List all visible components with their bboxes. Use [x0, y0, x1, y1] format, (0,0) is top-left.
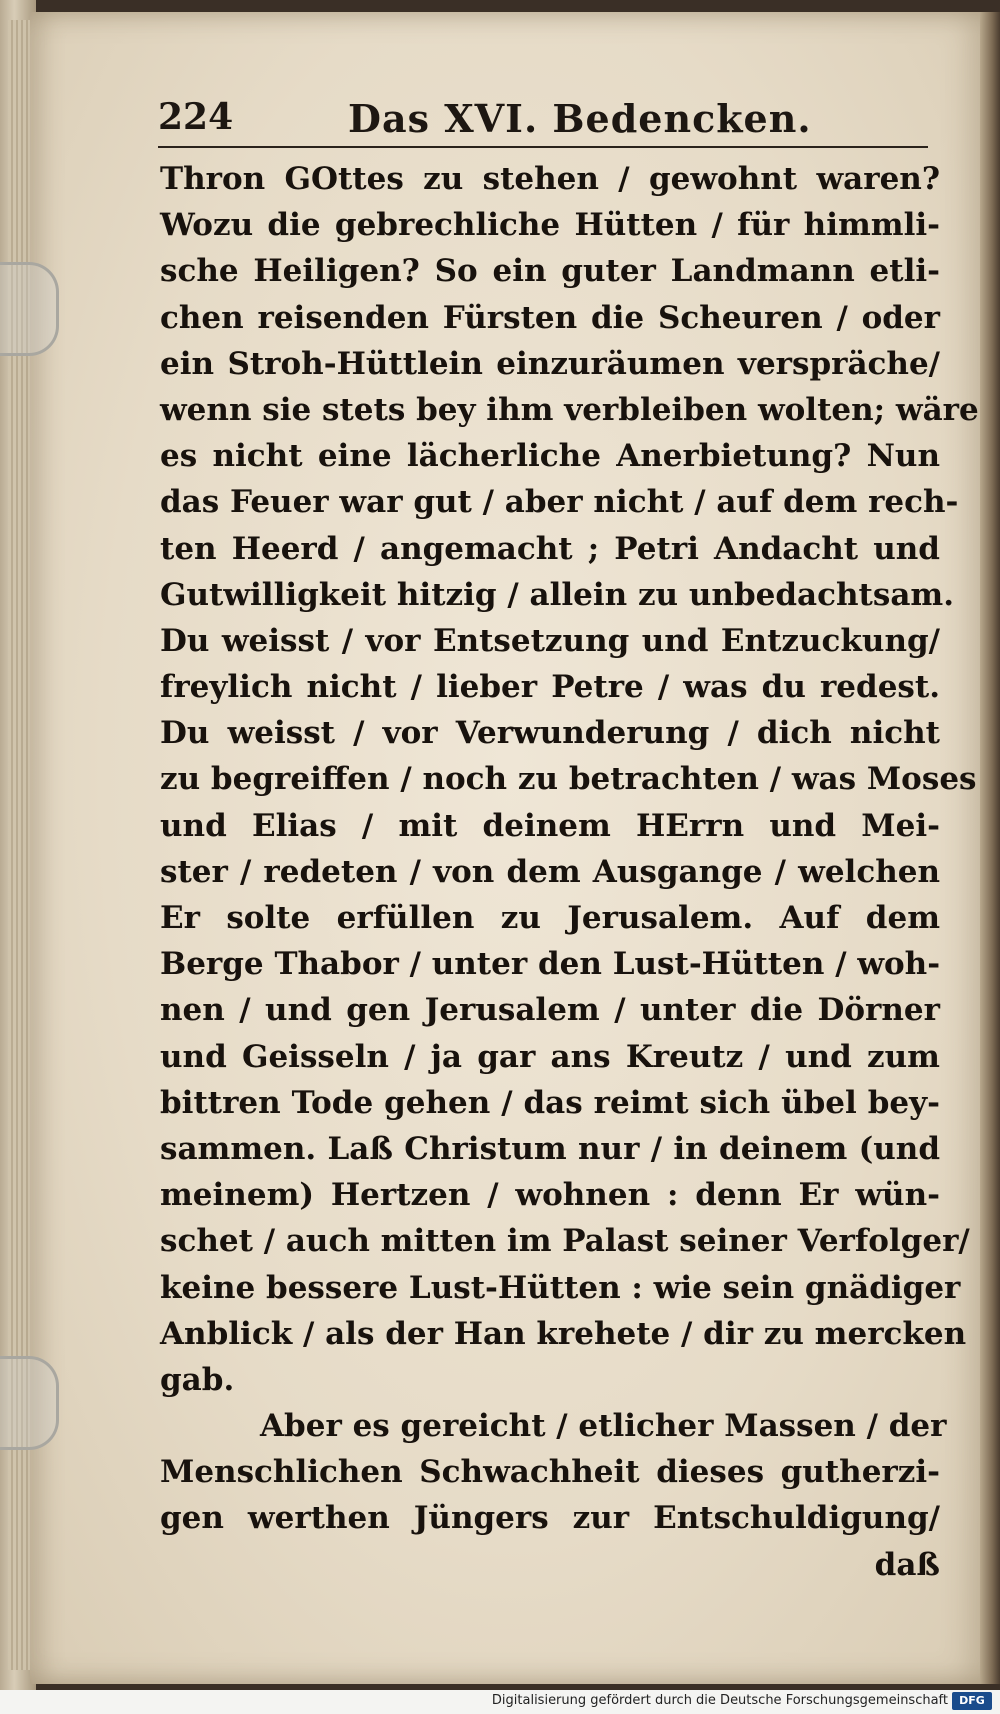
text-line: gab. — [160, 1361, 235, 1398]
text-line: Du weisst / vor Verwunderung / dich nicht — [160, 715, 940, 752]
text-line: Gutwilligkeit hitzig / allein zu unbedachtsam. — [160, 576, 954, 613]
catchword: daß — [874, 1546, 940, 1583]
text-line: ten Heerd / angemacht ; Petri Andacht und — [160, 530, 940, 567]
text-line: chen reisenden Fürsten die Scheuren / oder — [160, 299, 940, 336]
funding-credit: Digitalisierung gefördert durch die Deutsche Forschungsgemeinschaft — [491, 1693, 948, 1708]
text-line: Thron GOttes zu stehen / gewohnt waren? — [160, 161, 940, 197]
text-line: keine bessere Lust-Hütten : wie sein gnädiger — [160, 1269, 961, 1306]
header-rule — [158, 146, 928, 148]
dfg-logo: DFG — [952, 1692, 992, 1710]
text-line: und Geisseln / ja gar ans Kreutz / und zum — [160, 1038, 940, 1075]
text-line: nen / und gen Jerusalem / unter die Dörner — [160, 992, 940, 1029]
text-line: und Elias / mit deinem HErrn und Mei- — [160, 807, 940, 844]
text-line: sammen. Laß Christum nur / in deinem (und — [160, 1130, 940, 1167]
text-line: ein Stroh-Hüttlein einzuräumen verspräche/ — [160, 345, 940, 382]
text-line: Anblick / als der Han krehete / dir zu mercken — [160, 1315, 967, 1352]
text-line: meinem) Hertzen / wohnen : denn Er wün- — [160, 1177, 940, 1214]
text-line: Berge Thabor / unter den Lust-Hütten / woh- — [160, 946, 941, 983]
text-line: zu begreiffen / noch zu betrachten / was Moses — [160, 761, 977, 798]
book-gutter — [980, 12, 1000, 1684]
running-head: Das XVI. Bedencken. — [348, 96, 812, 141]
text-line: Menschlichen Schwachheit dieses gutherzi- — [160, 1454, 940, 1491]
text-line: gen werthen Jüngers zur Entschuldigung/ — [160, 1500, 940, 1537]
page-number: 224 — [158, 96, 234, 138]
scan-footer — [0, 1690, 1000, 1714]
text-line: es nicht eine lächerliche Anerbietung? Nun — [160, 438, 940, 475]
text-line: freylich nicht / lieber Petre / was du redest. — [160, 669, 940, 706]
page-header — [158, 96, 938, 146]
scanner-clip-top — [0, 262, 59, 356]
text-line: wenn sie stets bey ihm verbleiben wolten; wäre — [160, 391, 979, 428]
text-line: Wozu die gebrechliche Hütten / für himmli- — [160, 207, 940, 244]
scanner-clip-bottom — [0, 1356, 59, 1450]
text-line: bittren Tode gehen / das reimt sich übel bey- — [160, 1084, 940, 1121]
text-line: ster / redeten / von dem Ausgange / welchen — [160, 853, 940, 890]
text-line: Er solte erfüllen zu Jerusalem. Auf dem — [160, 900, 940, 936]
body-text — [160, 156, 979, 1588]
text-line: schet / auch mitten im Palast seiner Verfolger/ — [160, 1223, 970, 1260]
text-line: Du weisst / vor Entsetzung und Entzuckung/ — [160, 622, 940, 659]
text-line: sche Heiligen? So ein guter Landmann etli- — [160, 253, 940, 290]
paragraph-start-line: Aber es gereicht / etlicher Massen / der — [260, 1408, 947, 1445]
text-line: das Feuer war gut / aber nicht / auf dem rech- — [160, 484, 959, 521]
